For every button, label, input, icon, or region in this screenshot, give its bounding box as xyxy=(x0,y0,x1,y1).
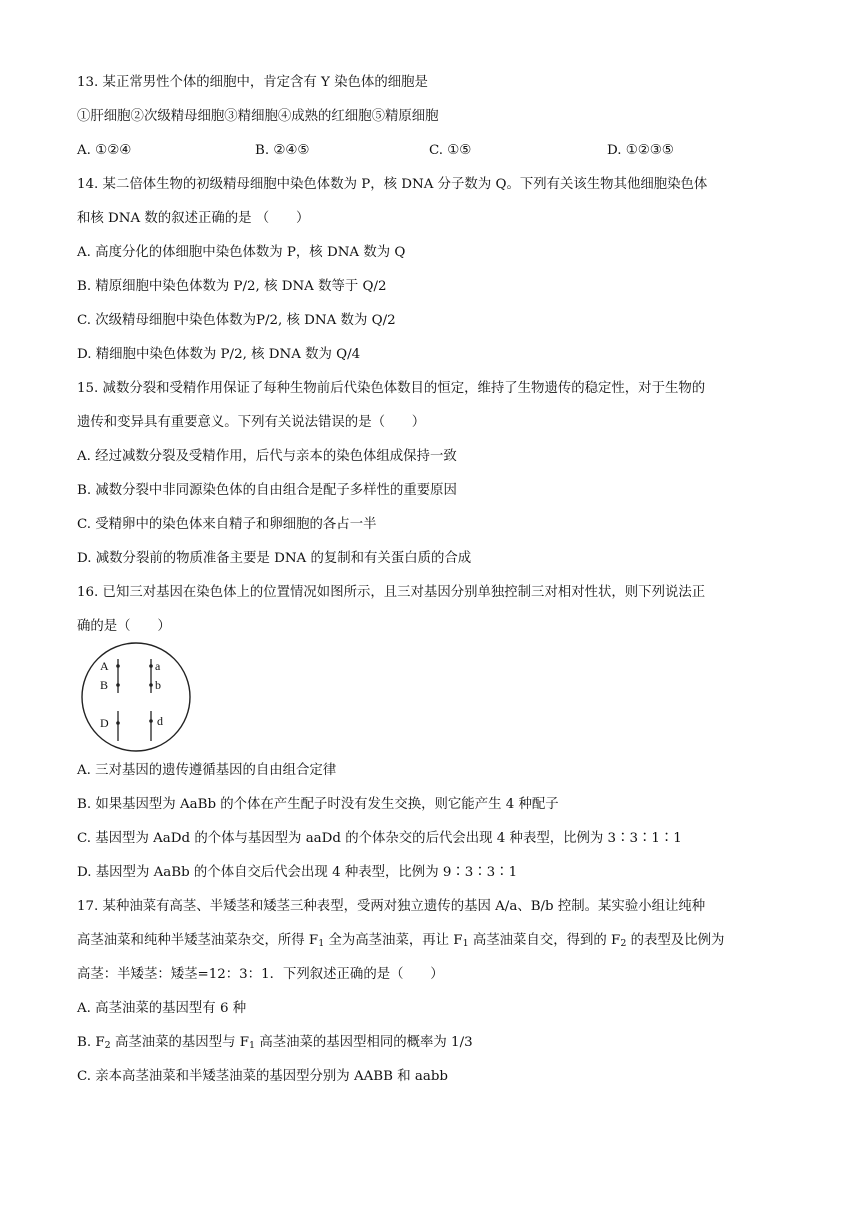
q13-option-d: D. ①②③⑤ xyxy=(607,143,674,158)
q14-option-c: C. 次级精母细胞中染色体数为P/2, 核 DNA 数为 Q/2 xyxy=(77,313,396,328)
q15-stem-line2: 遗传和变异具有重要意义。下列有关说法错误的是（ ） xyxy=(77,415,426,430)
locus-dot xyxy=(149,664,153,668)
q16-option-a: A. 三对基因的遗传遵循基因的自由组合定律 xyxy=(77,763,337,778)
q17-stem-line3: 高茎：半矮茎：矮茎=12：3：1．下列叙述正确的是（ ） xyxy=(77,967,444,982)
q17-option-b: B. $F_2$ 高茎油菜的基因型与 $F_1$ 高茎油菜的基因型相同的概率为 1/3 xyxy=(77,1035,473,1051)
locus-dot xyxy=(116,721,120,725)
gene-label-A: A xyxy=(100,659,109,673)
q16-stem-line1: 16. 已知三对基因在染色体上的位置情况如图所示，且三对基因分别单独控制三对相对性状，则下列说法正 xyxy=(77,585,706,600)
q14-stem-line2: 和核 DNA 数的叙述正确的是 （ ） xyxy=(77,211,310,226)
cell-outline xyxy=(82,643,190,751)
locus-dot xyxy=(149,683,153,687)
locus-dot xyxy=(149,719,153,723)
gene-label-b: b xyxy=(155,678,161,692)
gene-label-B: B xyxy=(100,678,109,692)
q15-option-b: B. 减数分裂中非同源染色体的自由组合是配子多样性的重要原因 xyxy=(77,483,457,498)
locus-dot xyxy=(116,664,120,668)
q14-option-a: A. 高度分化的体细胞中染色体数为 P，核 DNA 数为 Q xyxy=(77,245,406,260)
q16-option-c: C. 基因型为 AaDd 的个体与基因型为 aaDd 的个体杂交的后代会出现 4 种表型，比例为 3∶3∶1∶1 xyxy=(77,831,682,846)
q17-stem-line2: 高茎油菜和纯种半矮茎油菜杂交，所得 $F_1$ 全为高茎油菜，再让 $F_1$ 高茎油菜自交，得到的 $F_2$ 的表型及比例为 xyxy=(77,933,725,949)
q15-option-c: C. 受精卵中的染色体来自精子和卵细胞的各占一半 xyxy=(77,517,377,532)
q13-items: ①肝细胞②次级精母细胞③精细胞④成熟的红细胞⑤精原细胞 xyxy=(77,109,439,124)
q14-option-d: D. 精细胞中染色体数为 P/2, 核 DNA 数为 Q/4 xyxy=(77,347,361,362)
q16-option-d: D. 基因型为 AaBb 的个体自交后代会出现 4 种表型，比例为 9∶3∶3∶1 xyxy=(77,865,518,880)
q13-option-c: C. ①⑤ xyxy=(429,143,472,158)
q17-option-c: C. 亲本高茎油菜和半矮茎油菜的基因型分别为 AABB 和 aabb xyxy=(77,1069,448,1084)
gene-label-D: D xyxy=(100,716,109,730)
q13-stem: 13. 某正常男性个体的细胞中，肯定含有 Y 染色体的细胞是 xyxy=(77,75,428,90)
q15-option-a: A. 经过减数分裂及受精作用，后代与亲本的染色体组成保持一致 xyxy=(77,449,457,464)
gene-label-d: d xyxy=(157,714,163,728)
q16-option-b: B. 如果基因型为 AaBb 的个体在产生配子时没有发生交换，则它能产生 4 种配子 xyxy=(77,797,559,812)
q14-stem-line1: 14. 某二倍体生物的初级精母细胞中染色体数为 P，核 DNA 分子数为 Q。下列有关该生物其他细胞染色体 xyxy=(77,177,708,192)
q15-stem-line1: 15. 减数分裂和受精作用保证了每种生物前后代染色体数目的恒定，维持了生物遗传的稳定性，对于生物的 xyxy=(77,381,706,396)
q17-option-a: A. 高茎油菜的基因型有 6 种 xyxy=(77,1001,247,1016)
locus-dot xyxy=(116,683,120,687)
chromosome-diagram xyxy=(80,641,192,753)
q13-option-b: B. ②④⑤ xyxy=(255,143,310,158)
q16-stem-line2: 确的是（ ） xyxy=(77,619,171,634)
q14-option-b: B. 精原细胞中染色体数为 P/2, 核 DNA 数等于 Q/2 xyxy=(77,279,387,294)
q15-option-d: D. 减数分裂前的物质准备主要是 DNA 的复制和有关蛋白质的合成 xyxy=(77,551,472,566)
gene-label-a: a xyxy=(155,659,161,673)
q17-stem-line1: 17. 某种油菜有高茎、半矮茎和矮茎三种表型，受两对独立遗传的基因 A/a、B/b 控制。某实验小组让纯种 xyxy=(77,899,706,914)
q13-option-a: A. ①②④ xyxy=(77,143,132,158)
